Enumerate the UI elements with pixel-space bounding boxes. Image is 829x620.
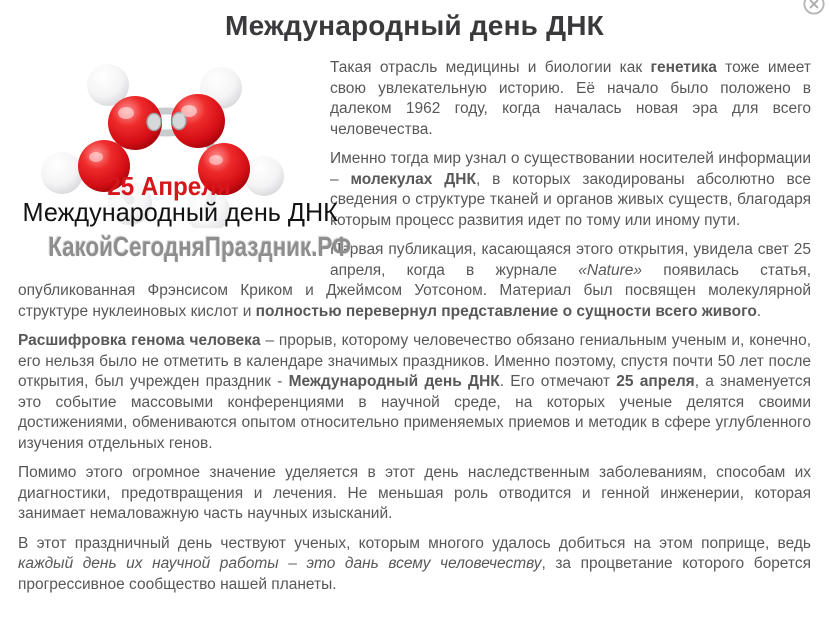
close-icon (802, 0, 826, 16)
article-body (0, 58, 829, 595)
paragraph: В этот праздничный день чествуют ученых, которым многого удалось добиться на этом поприще, ведь каждый день их научной работы – это дань всему человечеству, за процветание которого борется прогрессивное сообщество нашей планеты. (18, 534, 811, 593)
page-title: Международный день ДНК (225, 10, 604, 41)
close-button[interactable] (802, 0, 826, 16)
paragraph: Такая отрасль медицины и биологии как генетика тоже имеет свою увлекательную историю. Её начало было положено в далеком 1962 году, когда началась новая эра для всего человечества. (330, 59, 811, 138)
holiday-caption: Международный день ДНК (22, 197, 338, 227)
paragraph: Именно тогда мир узнал о существовании носителей информации – молекулах ДНК, в которых закодированы абсолютно все сведения о структуре тканей и органов живых существ, благодаря которым процесс развития идет по тому или иному пути. (330, 150, 811, 229)
holiday-illustration (18, 60, 352, 264)
paragraph: Расшифровка генома человека – прорыв, которому человечество обязано гениальным ученым и, конечно, его нельзя было не отметить в календаре значимых праздников. Именно поэтому, спустя почти 50 лет после открытия, был учрежден праздник - Международный день ДНК. Его отмечают 25 апреля, а знаменуется это событие массовыми конференциями в научной среде, на которых ученые делятся своими достижениями, обмениваются опытом относительно применяемых приемов и методик в сфере углубленного изучения отдельных генов. (18, 332, 812, 452)
paragraph: Первая публикация, касающаяся этого открытия, увидела свет 25 апреля, когда в журнале «Nature» появилась статья, опубликованная Фрэнсисом Криком и Джеймсом Уотсоном. Материал был посвящен молекулярной структуре нуклеиновых кислот и полностью перевернул представление о сущности всего живого. (18, 241, 812, 320)
site-watermark: КакойСегодняПраздник.РФ (48, 231, 352, 262)
paragraph: Помимо этого огромное значение уделяется в этот день наследственным заболеваниям, способам их диагностики, предотвращения и лечения. Не меньшая роль отводится и генной инженерии, которая занимает немаловажную часть научных изысканий. (18, 464, 811, 522)
date-overlay: 25 Апреля (107, 171, 231, 201)
